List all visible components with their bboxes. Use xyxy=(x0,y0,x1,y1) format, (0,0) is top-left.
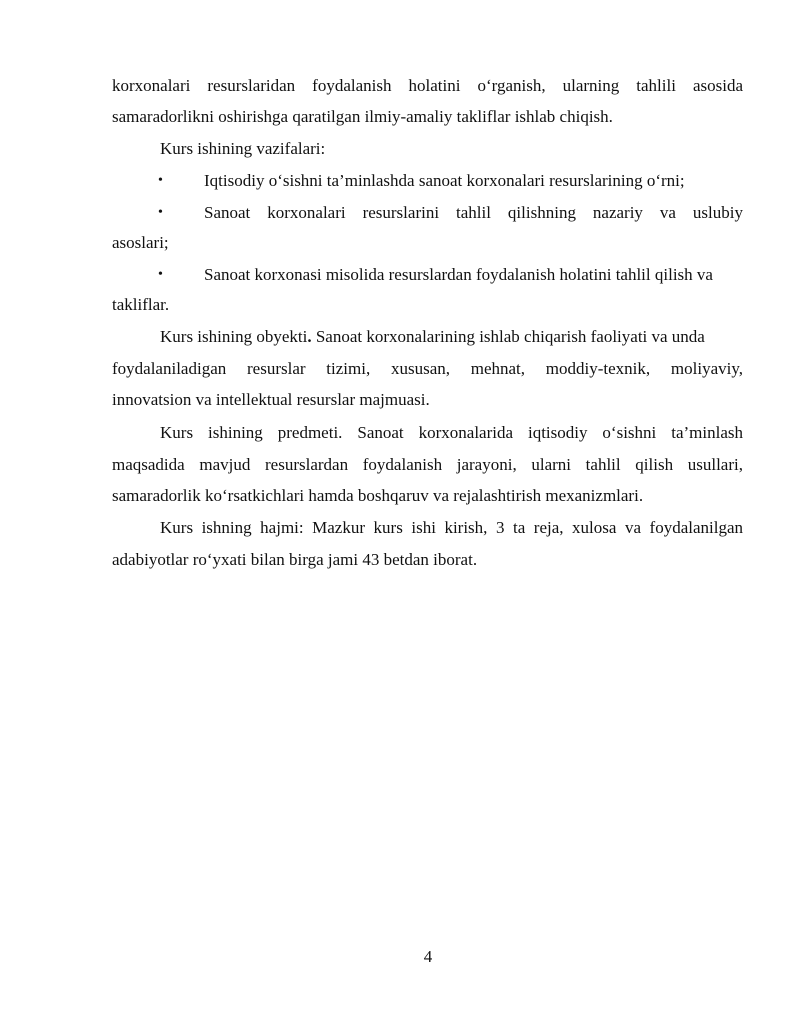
bullet-marker: • xyxy=(158,205,163,220)
tasks-heading: Kurs ishining vazifalari: xyxy=(160,139,326,158)
bullet-marker: • xyxy=(158,173,163,188)
volume-line-1: Kurs ishning hajmi: Mazkur kurs ishi kirish, 3 ta reja, xulosa va foydalanilgan xyxy=(160,518,743,537)
object-line-2: foydalaniladigan resurslar tizimi, xususan, mehnat, moddiy-texnik, moliyaviy, xyxy=(112,359,743,378)
subject-line-2: maqsadida mavjud resurslardan foydalanish jarayoni, ularni tahlil qilish usullari, xyxy=(112,455,743,474)
task-item-1: Iqtisodiy o‘sishni ta’minlashda sanoat korxonalari resurslarining o‘rni; xyxy=(204,171,685,190)
subject-line-1: Kurs ishining predmeti. Sanoat korxonalarida iqtisodiy o‘sishni ta’minlash xyxy=(160,423,743,442)
task-item-3-line-2: takliflar. xyxy=(112,295,170,314)
intro-line-1: korxonalari resurslaridan foydalanish holatini o‘rganish, ularning tahlili asosida xyxy=(112,76,743,95)
object-label: Kurs ishining obyekti xyxy=(160,327,308,346)
volume-line-2: adabiyotlar ro‘yxati bilan birga jami 43 betdan iborat. xyxy=(112,550,478,569)
subject-line-3: samaradorlik ko‘rsatkichlari hamda boshqaruv va rejalashtirish mexanizmlari. xyxy=(112,486,644,505)
object-dot: . xyxy=(307,327,312,346)
task-item-2-line-1: Sanoat korxonalari resurslarini tahlil qilishning nazariy va uslubiy xyxy=(204,203,743,222)
object-text: Sanoat korxonalarining ishlab chiqarish faoliyati va unda xyxy=(311,327,705,346)
object-line-1 xyxy=(160,321,743,352)
page-number: 4 xyxy=(423,947,433,966)
task-item-2-line-2: asoslari; xyxy=(112,233,169,252)
task-item-3-line-1: Sanoat korxonasi misolida resurslardan foydalanish holatini tahlil qilish va xyxy=(204,265,713,284)
object-line-3: innovatsion va intellektual resurslar majmuasi. xyxy=(112,390,430,409)
intro-line-2: samaradorlikni oshirishga qaratilgan ilmiy-amaliy takliflar ishlab chiqish. xyxy=(112,107,613,126)
bullet-marker: • xyxy=(158,267,163,282)
